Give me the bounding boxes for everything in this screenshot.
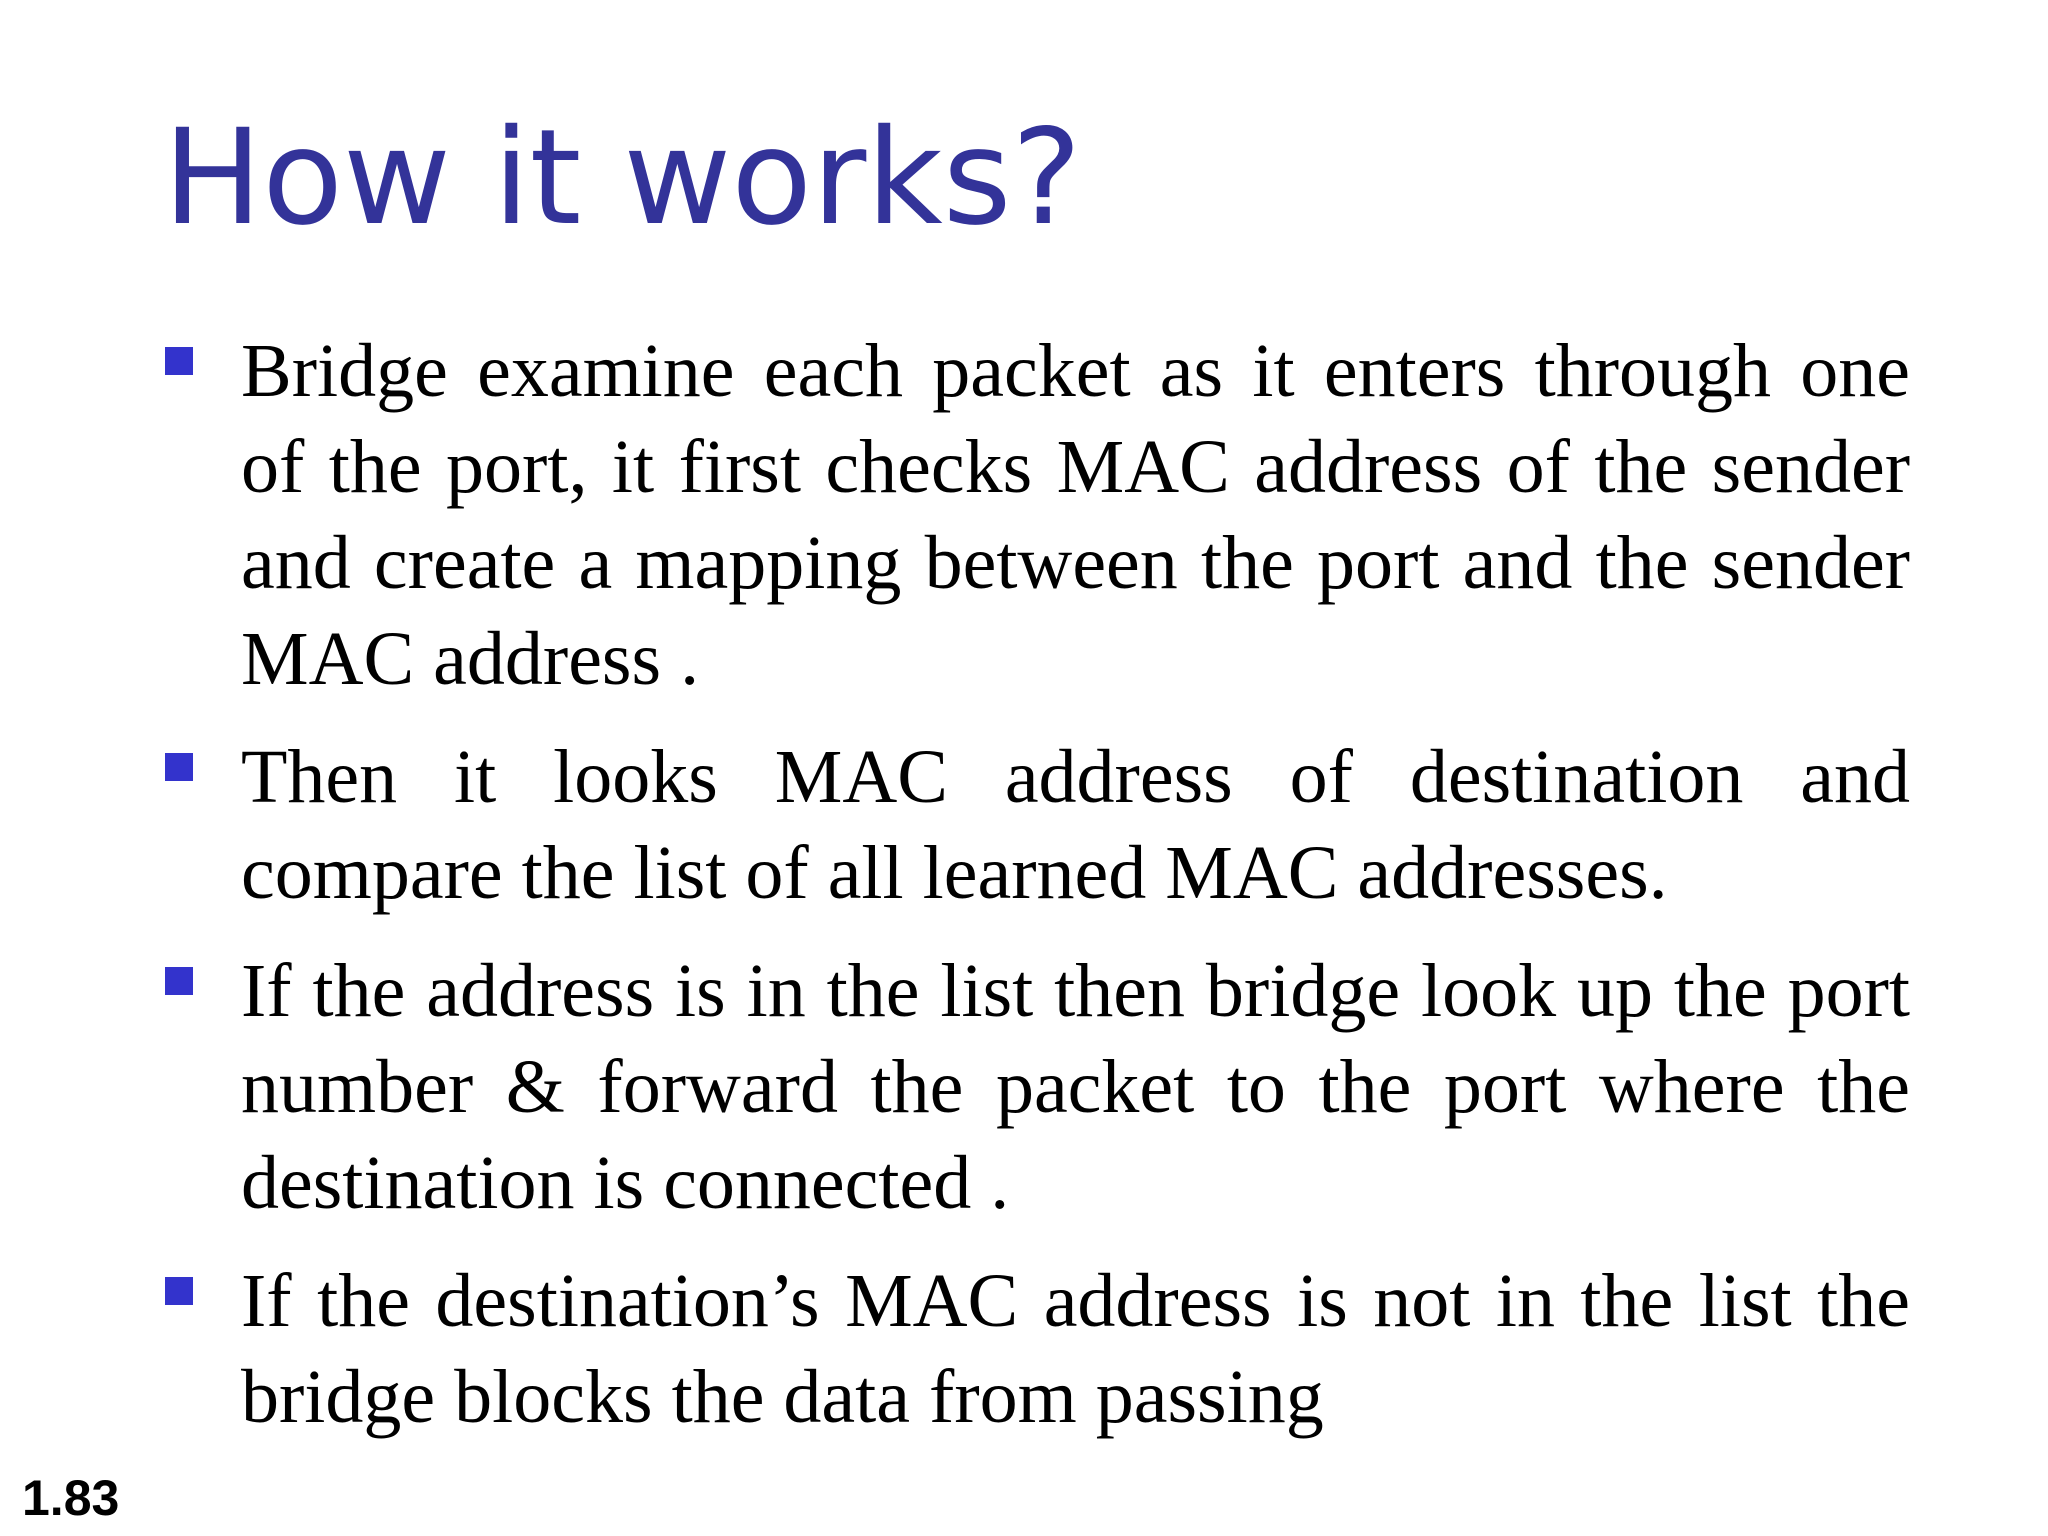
square-bullet-icon bbox=[165, 967, 193, 995]
square-bullet-icon bbox=[165, 1277, 193, 1305]
bullet-item bbox=[165, 323, 1910, 707]
square-bullet-icon bbox=[165, 347, 193, 375]
square-bullet-icon bbox=[165, 753, 193, 781]
bullet-item bbox=[165, 1253, 1910, 1445]
bullet-list bbox=[165, 323, 1910, 1467]
bullet-text: Then it looks MAC address of destination and compare the list of all learned MAC addresses. bbox=[241, 735, 1910, 915]
page-number: 1.83 bbox=[22, 1470, 120, 1526]
slide-title: How it works? bbox=[163, 101, 1082, 255]
bullet-item bbox=[165, 943, 1910, 1231]
bullet-text: If the address is in the list then bridge look up the port number & forward the packet to the port where the destination is connected . bbox=[241, 949, 1910, 1225]
bullet-text: If the destination’s MAC address is not in the list the bridge blocks the data from passing bbox=[241, 1259, 1910, 1439]
bullet-item bbox=[165, 729, 1910, 921]
bullet-text: Bridge examine each packet as it enters through one of the port, it first checks MAC address of the sender and create a mapping between the port and the sender MAC address . bbox=[241, 329, 1910, 701]
